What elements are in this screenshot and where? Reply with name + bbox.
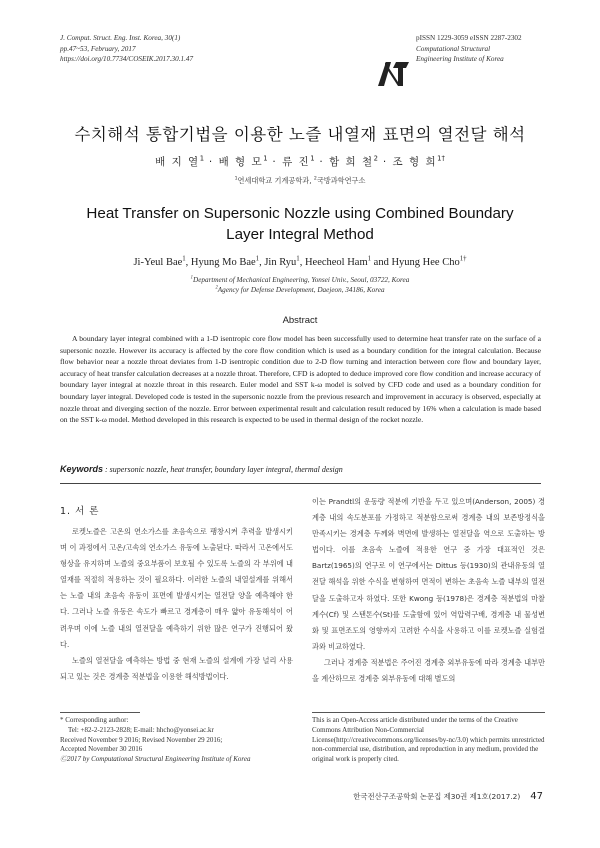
abstract-divider	[60, 483, 541, 484]
affiliation-ko: 국방과학연구소	[316, 176, 366, 185]
body-column-right	[312, 494, 545, 687]
paragraph: 노즐의 열전달을 예측하는 방법 중 현재 노즐의 설계에 가장 널리 사용되고 있는 것은 경계층 적분법을 이용한 해석방법이다.	[60, 655, 293, 681]
affiliation-en: Agency for Defense Development, Daejeon, 34186, Korea	[217, 285, 385, 294]
footnote-divider-right	[312, 712, 545, 713]
footnote-divider-left	[60, 712, 140, 713]
english-title-line1: Heat Transfer on Supersonic Nozzle using Combined Boundary	[86, 205, 514, 222]
page-footer	[353, 791, 543, 802]
author-en: Hyung Hee Cho	[391, 257, 460, 268]
affiliation-ko: 연세대학교 기계공학과,	[237, 176, 312, 185]
journal-logo-icon	[376, 58, 410, 88]
affiliation-en: Department of Mechanical Engineering, Yonsei Univ., Seoul, 03722, Korea	[193, 276, 410, 284]
journal-name-line2: Engineering Institute of Korea	[416, 55, 504, 63]
copyright: Ⓒ2017 by Computational Structural Engineering Institute of Korea	[60, 755, 251, 764]
body-column-left	[60, 524, 293, 685]
english-affiliations: $^1$Department of Mechanical Engineering, Yonsei Univ., Seoul, 03722, Korea $^2$Agency for Defense Development, Daejeon, 34186, Korea	[190, 275, 410, 294]
keywords-list: : supersonic nozzle, heat transfer, boundary layer integral, thermal design	[103, 465, 343, 474]
korean-title: 수치해석 통합기법을 이용한 노즐 내열재 표면의 열전달 해석	[74, 125, 526, 144]
author-ko: 조 형 희	[392, 156, 438, 168]
paragraph: 이는 Prandtl의 운동량 적분에 기반을 두고 있으며(Anderson, 2005) 경계층 내의 속도분포를 가정하고 적분함으로써 경계층 내의 보존방정식을 만족시키는 경계층 두께와 벽면에 발생하는 열전달을 역으로 도출하는 방법이다. 이를 초음속 노즐에 적용한 연구 중 가장 대표적인 것은 Bartz(1965)의 연구로 이 연구에서는 Dittus 등(1930)의 관내유동의 열전달 해석을 위한 수식을 변형하여 면적이 변하는 초음속 노즐 내부의 열전달을 도출하고자 하였다. 또한 Kwong 등(1978)은 경계층 적분법의 마찰계수(Cf) 및 스탠톤수(St)를 도출함에 있어 역압력구배, 경계층 내 물성변화 및 표면조도의 영향까지 고려한 수식을 사용하고 이를 로켓노즐 실험결과와 비교하였다.	[312, 497, 545, 651]
paragraph: 로켓노즐은 고온의 연소가스를 초음속으로 팽창시켜 추력을 발생시키며 이 과정에서 고온/고속의 연소가스 유동에 노출된다. 따라서 고온에서도 형상을 유지하며 노즐의 중요부품이 보호될 수 있도록 노즐의 각 부위에 내열재를 적절히 적용하는 것이 필요하다. 이러한 노즐의 내열설계를 위해서는 노즐 내의 초음속 유동이 표면에 발생시키는 열전달 양을 예측해야 한다. 그러나 노즐 유동은 속도가 빠르고 경계층이 매우 얇아 유동해석이 어려우며 이에 노즐 내의 열전달을 예측하기 위한 많은 연구가 진행되어 왔다.	[60, 527, 293, 649]
keywords-label: Keywords	[60, 464, 104, 474]
citation-doi: https://doi.org/10.7734/COSEIK.2017.30.1.47	[60, 55, 194, 63]
korean-affiliations: $^1$연세대학교 기계공학과, $^2$국방과학연구소	[234, 176, 366, 185]
accepted-date: Accepted November 30 2016	[60, 745, 143, 754]
footer-journal-info: 한국전산구조공학회 논문집 제30권 제1호(2017.2)	[353, 792, 521, 801]
section-heading-introduction: 1. 서 론	[60, 506, 100, 517]
abstract-text: A boundary layer integral combined with a 1-D isentropic core flow model has been successfully used to determine heat transfer rate on the surface of a supersonic nozzle. However its accuracy is affected by the core flow condition which is used as a boundary condition for the integral calculation. Because flow behavior near a nozzle throat deviates from 1-D isentropic condition due to 2-D flow turning and interaction between core flow and boundary layer, accuracy of heat transfer calculation decreases at a nozzle throat. Therefore, CFD is adopted to deduce improved core flow condition and increase accuracy of boundary layer integral at nozzle throat in this research. Euler model and SST k-ω model is solved by CFD code and used as a boundary condition for boundary layer integral. Developed code is tested in the supersonic nozzle from the previous research and improvement in accuracy is observed, especially at nozzle throat and diverging section of the nozzle. Error between experimental result and calculation result reduced by 16% when a calculation is made based on the SST k-ω model. Method developed in this research is expected to be used in thermal design of the rocket nozzle.	[60, 334, 541, 425]
keywords	[60, 464, 541, 474]
citation-journal: J. Comput. Struct. Eng. Inst. Korea, 30(1)	[60, 34, 181, 42]
corresponding-author-footnote: * Corresponding author: Tel: +82-2-2123-2828; E-mail: hhcho@yonsei.ac.kr Received November 9 2016; Revised November 29 2016; Accepted November 30 2016 Ⓒ2017 by Computational Structural Engineering Institute of Korea	[60, 716, 300, 765]
paragraph: 그러나 경계층 적분법은 주어진 경계층 외부유동에 따라 경계층 내부만을 계산하므로 경계층 외부유동에 대해 별도의	[312, 657, 545, 684]
journal-citation	[60, 33, 193, 65]
journal-issn-block	[416, 33, 522, 65]
author-ko: 류 진	[282, 156, 311, 168]
author-ko: 배 지 열	[155, 156, 200, 168]
issn: pISSN 1229-3059 eISSN 2287-2302	[416, 34, 522, 42]
journal-name-line1: Computational Structural	[416, 44, 491, 53]
author-en: Heecheol Ham	[304, 257, 368, 268]
author-ko: 함 희 철	[329, 156, 374, 168]
abstract-heading: Abstract	[282, 315, 318, 326]
page-number: 47	[530, 791, 543, 802]
author-en: Jin Ryu	[264, 257, 297, 268]
english-authors: Ji-Yeul Bae$^1$, Hyung Mo Bae$^1$, Jin Ryu$^1$, Heecheol Ham$^1$ and Hyung Hee Cho$^{1\dagger}$	[133, 255, 467, 268]
contact-info: Tel: +82-2-2123-2828; E-mail: hhcho@yonsei.ac.kr	[68, 725, 214, 734]
corresponding-label: Corresponding author:	[65, 716, 129, 724]
author-en: Ji-Yeul Bae	[133, 257, 183, 268]
received-date: Received November 9 2016; Revised November 29 2016;	[60, 735, 223, 744]
english-title-line2: Layer Integral Method	[226, 226, 374, 243]
author-ko: 배 형 모	[218, 156, 264, 168]
english-title	[0, 203, 600, 245]
license-footnote: This is an Open-Access article distributed under the terms of the Creative Commons Attribution Non-Commercial License(http://creativecommons.org/licenses/by-nc/3.0) which permits unrestricted non-commercial use, distribution, and reproduction in any medium, provided the original work is properly cited.	[312, 716, 545, 764]
author-en: Hyung Mo Bae	[190, 257, 256, 268]
korean-authors: 배 지 열$^1$ · 배 형 모$^1$ · 류 진$^1$ · 함 희 철$^2$ · 조 형 희$^{1\dagger}$	[155, 154, 445, 168]
citation-pages: pp.47~53, February, 2017	[60, 44, 136, 53]
